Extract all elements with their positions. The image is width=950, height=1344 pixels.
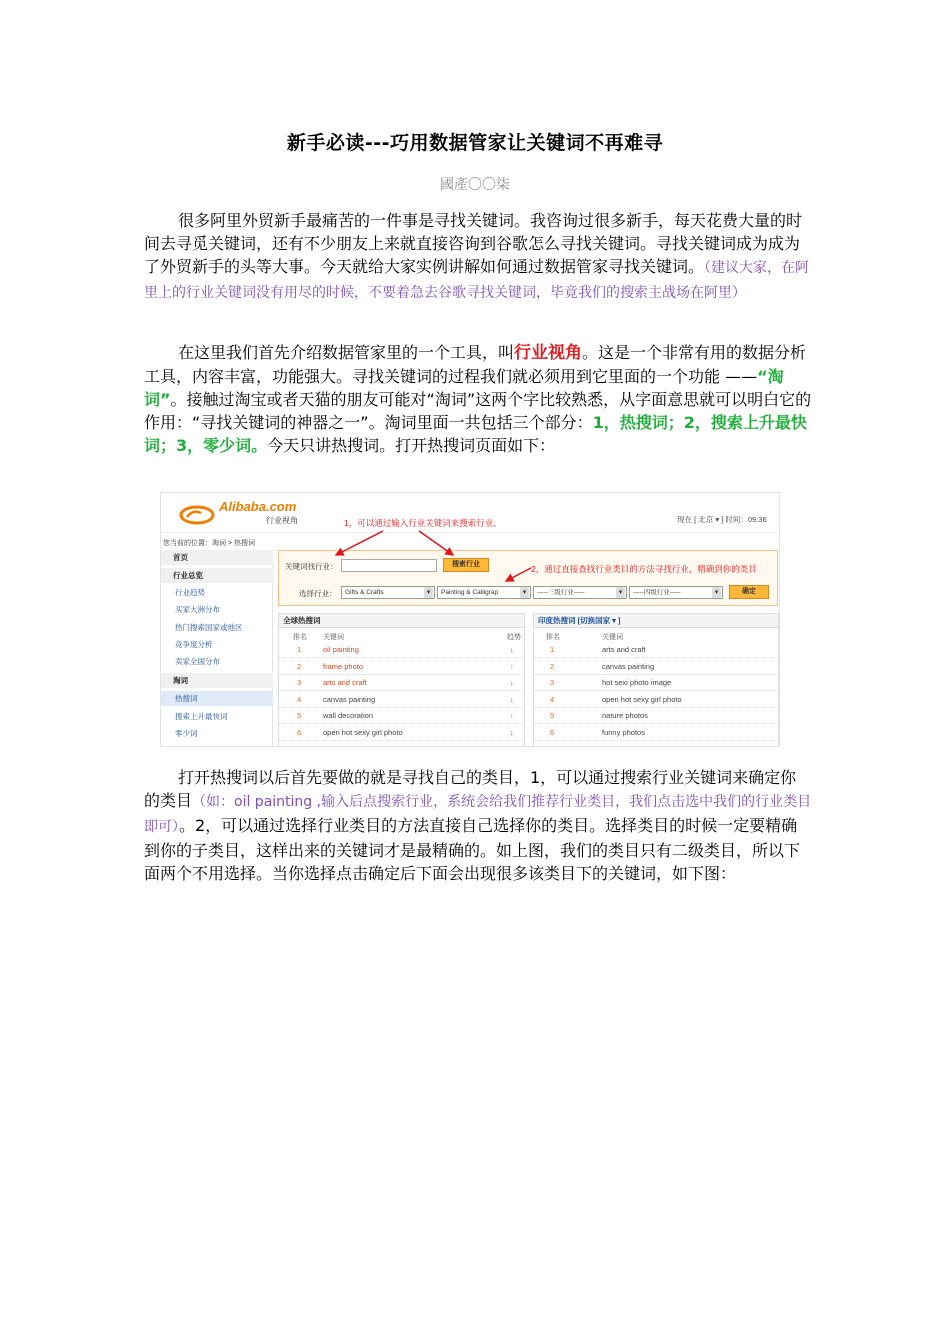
paragraph-1	[144, 209, 812, 305]
rank-cell: 5	[297, 711, 302, 720]
keyword-link[interactable]: frame photo	[323, 661, 364, 671]
global-hot-words-panel	[278, 613, 525, 747]
keyword-link[interactable]: nature photos	[602, 711, 648, 720]
global-panel-title: 全球热搜词	[279, 614, 524, 628]
search-industry-button[interactable]: 搜索行业	[443, 558, 489, 572]
annotation-1: 1，可以通过输入行业关键词来搜索行业。	[344, 518, 502, 528]
alibaba-logo-icon	[179, 503, 219, 525]
trend-down-icon: ↓	[510, 694, 514, 704]
table-row	[534, 708, 778, 724]
rank-cell: 3	[550, 678, 555, 687]
industry-select-2[interactable]: Painting & Calligrap ▾	[437, 586, 531, 599]
trend-down-icon: ↓	[510, 678, 514, 687]
india-panel-title[interactable]: 印度热搜词 [切换国家 ▾ ]	[534, 614, 778, 628]
table-row	[534, 675, 778, 691]
paragraph-2-text-b: 。这是一个非常有用的数据分析工具，内容丰富，功能强大。寻找关键词的过程我们就必须用到它里面的一个功能 ——	[144, 343, 807, 386]
rank-cell: 5	[550, 711, 555, 720]
india-col-keyword: 关键词	[602, 634, 623, 641]
annotation-2: 2，通过直接查找行业类目的方法寻找行业，精确到你的类目	[531, 564, 757, 574]
sidebar-item-taoci[interactable]: 淘词	[161, 673, 273, 688]
trend-up-icon: ↑	[510, 661, 514, 671]
keyword-link[interactable]: wall decoration	[323, 711, 374, 720]
document-title: 新手必读---巧用数据管家让关键词不再难寻	[286, 132, 664, 154]
paragraph-3-text-a: 打开热搜词以后首先要做的就是寻找自己的类目，1，可以通过搜索行业关键词来确定你的类目	[144, 768, 797, 810]
keyword-link[interactable]: arts and craft	[323, 678, 367, 687]
india-hot-words-panel	[533, 613, 779, 747]
logo-subtitle: 行业视角	[266, 516, 298, 525]
industry-select-3[interactable]: -----三级行业----- ▾	[533, 586, 627, 599]
sidebar-item-rising-words[interactable]: 搜索上升最快词	[175, 712, 228, 721]
sidebar-item-overview[interactable]: 行业总览	[161, 568, 273, 583]
table-row	[534, 725, 778, 741]
time-info: 现在 [ 北京 ▾ ] 时间：09:36	[677, 515, 767, 524]
global-col-keyword: 关键词	[323, 634, 344, 641]
document-author: 國產〇〇柒	[440, 177, 510, 193]
trend-down-icon: ↓	[510, 645, 514, 654]
rank-cell: 4	[297, 694, 302, 704]
table-row	[279, 675, 524, 691]
table-row	[279, 708, 524, 724]
rank-cell: 2	[297, 661, 302, 671]
table-row	[534, 659, 778, 675]
global-col-trend: 趋势	[507, 634, 521, 641]
screenshot-header	[161, 493, 780, 533]
paragraph-2-text-a: 在这里我们首先介绍数据管家里的一个工具，叫	[178, 343, 515, 362]
rank-cell: 2	[550, 661, 555, 671]
sidebar-item-home[interactable]: 首页	[161, 550, 273, 565]
rank-cell: 4	[550, 694, 555, 704]
india-col-rank: 排名	[546, 634, 560, 641]
industry-select-4[interactable]: -----四级行业----- ▾	[629, 586, 723, 599]
sidebar-item-seller-distribution[interactable]: 卖家全国分布	[175, 657, 220, 666]
trend-down-icon: ↓	[510, 727, 514, 737]
confirm-button[interactable]: 确定	[729, 585, 769, 599]
keyword-link[interactable]: canvas painting	[323, 694, 376, 704]
keyword-link[interactable]: canvas painting	[602, 661, 655, 671]
parts-highlight: 1，热搜词；2，搜索上升最快词；3，零少词。	[144, 413, 807, 455]
table-row	[534, 692, 778, 708]
sidebar-item-competition[interactable]: 竞争度分析	[175, 640, 213, 649]
keyword-link[interactable]: open hot sexy girl photo	[323, 727, 403, 737]
table-row	[279, 725, 524, 741]
rank-cell: 1	[550, 645, 555, 654]
table-row	[534, 642, 778, 658]
rank-cell: 6	[297, 727, 302, 737]
sidebar-item-hot-words[interactable]: 热搜词	[161, 691, 273, 706]
global-col-rank: 排名	[293, 634, 307, 641]
table-row	[279, 642, 524, 658]
keyword-input[interactable]	[341, 559, 437, 572]
keyword-link[interactable]: hot sexi photo image	[602, 678, 672, 687]
sidebar-item-buyer-continents[interactable]: 买家大洲分布	[175, 605, 220, 614]
paragraph-3-note: （如：oil painting ,输入后点搜索行业，系统会给我们推荐行业类目，我们点击选中我们的行业类目即可）	[144, 794, 812, 835]
logo-text: Alibaba.com	[219, 499, 297, 514]
industry-select-1[interactable]: Gifts & Crafts ▾	[341, 586, 435, 599]
rank-cell: 1	[297, 645, 302, 654]
embedded-screenshot	[160, 492, 780, 747]
table-row	[279, 692, 524, 708]
sidebar-item-hot-countries[interactable]: 热门搜索国家或地区	[175, 623, 243, 632]
breadcrumb: 您当前的位置：淘词 > 热搜词	[163, 540, 255, 547]
paragraph-3	[144, 766, 812, 885]
paragraph-2-text-d: 今天只讲热搜词。打开热搜词页面如下：	[267, 436, 556, 455]
sidebar-item-rare-words[interactable]: 零少词	[175, 729, 198, 738]
paragraph-1-text: 很多阿里外贸新手最痛苦的一件事是寻找关键词。我咨询过很多新手，每天花费大量的时间去寻觅关键词，还有不少朋友上来就直接咨询到谷歌怎么寻找关键词。寻找关键词成为成为了外贸新手的头等大事。今天就给大家实例讲解如何通过数据管家寻找关键词。	[144, 211, 803, 276]
paragraph-3-text-b: 。2，可以通过选择行业类目的方法直接自己选择你的类目。选择类目的时候一定要精确到你的子类目，这样出来的关键词才是最精确的。如上图，我们的类目只有二级类目，所以下面两个不用选择。当你选择点击确定后下面会出现很多该类目下的关键词，如下图：	[144, 816, 801, 883]
trend-up-icon: ↑	[510, 711, 514, 720]
keyword-link[interactable]: open hot sexy girl photo	[602, 694, 682, 704]
rank-cell: 3	[297, 678, 302, 687]
industry-search-box	[278, 550, 778, 606]
keyword-label: 关键词找行业：	[285, 562, 338, 571]
function-name-highlight: “淘词”	[144, 367, 784, 409]
keyword-link[interactable]: funny photos	[602, 727, 645, 737]
paragraph-1-note: （建议大家，在阿里上的行业关键词没有用尽的时候，不要着急去谷歌寻找关键词，毕竟我们的搜索主战场在阿里）	[144, 260, 810, 301]
sidebar-item-trend[interactable]: 行业趋势	[175, 588, 205, 597]
keyword-link[interactable]: oil painting	[323, 645, 359, 654]
rank-cell: 6	[550, 727, 555, 737]
paragraph-2	[144, 341, 812, 457]
tool-name-highlight: 行业视角	[514, 343, 583, 363]
keyword-link[interactable]: arts and craft	[602, 645, 646, 654]
paragraph-2-text-c: 。接触过淘宝或者天猫的朋友可能对“淘词”这两个字比较熟悉，从字面意思就可以明白它的作用：“寻找关键词的神器之一”。淘词里面一共包括三个部分：	[144, 390, 812, 432]
select-industry-label: 选择行业：	[299, 589, 337, 598]
sidebar	[161, 550, 273, 747]
table-row	[279, 659, 524, 675]
